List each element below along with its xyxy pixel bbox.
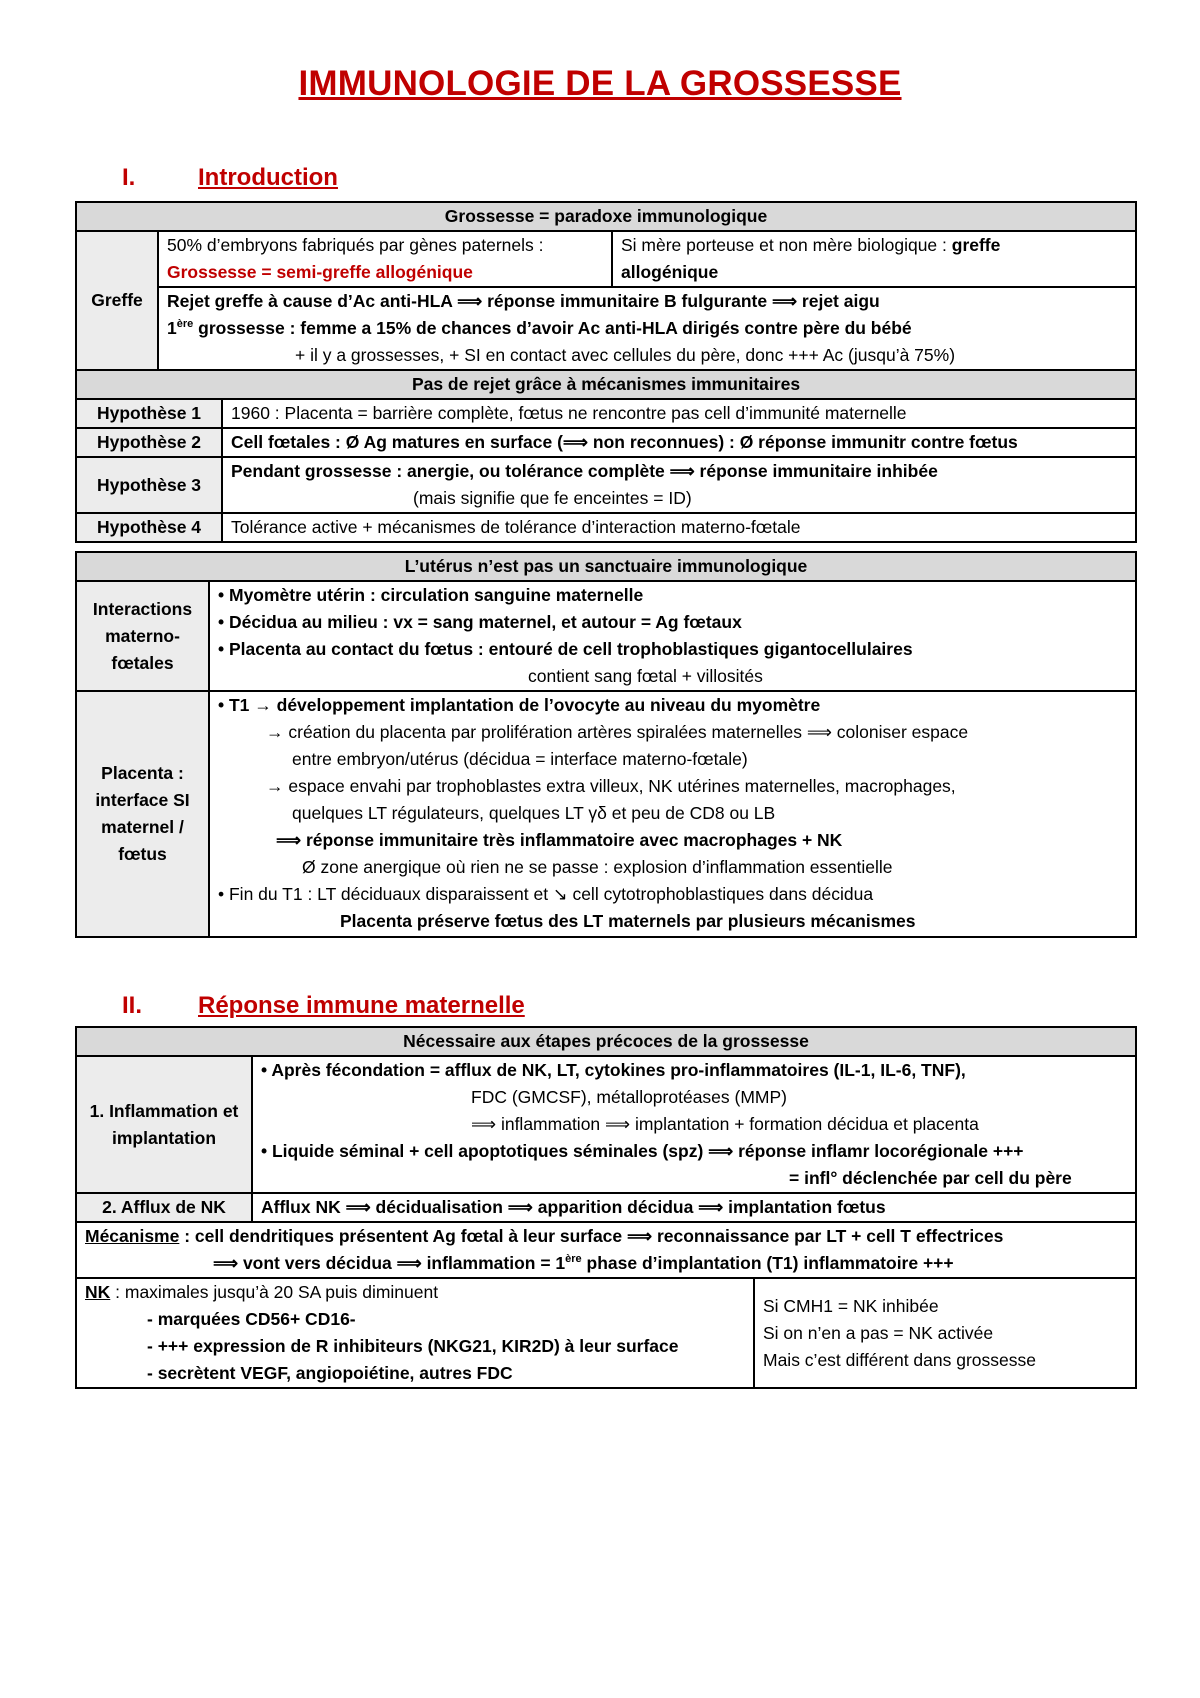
text-line: quelques LT régulateurs, quelques LT γδ et peu de CD8 ou LB [292, 803, 776, 823]
text-line: ⟹ inflammation ⟹ implantation + formation décidua et placenta [471, 1114, 979, 1134]
table-reponse-immune [75, 1026, 1137, 1389]
text-span: ⟹ vont vers décidua ⟹ inflammation = 1 [213, 1253, 566, 1273]
hypothese-3-label: Hypothèse 3 [76, 457, 222, 513]
text-line: Rejet greffe à cause d’Ac anti-HLA ⟹ réponse immunitaire B fulgurante ⟹ rejet aigu [167, 291, 880, 311]
text-line: • Après fécondation = afflux de NK, LT, cytokines pro-inflammatoires (IL-1, IL-6, TNF), [261, 1060, 966, 1080]
text-line: contient sang fœtal + villosités [528, 666, 763, 686]
hypothese-4-text: Tolérance active + mécanismes de tolérance d’interaction materno-fœtale [222, 513, 1136, 542]
document-title: IMMUNOLOGIE DE LA GROSSESSE [298, 64, 902, 103]
interactions-materno-foetales-label: Interactions materno-fœtales [76, 581, 209, 691]
mecanisme-cell [76, 1222, 1136, 1278]
hypothese-2-label: Hypothèse 2 [76, 428, 222, 457]
text-line: • Fin du T1 : LT déciduaux disparaissent et ↘ cell cytotrophoblastiques dans décidua [218, 884, 874, 904]
table-header: L’utérus n’est pas un sanctuaire immunologique [76, 552, 1136, 581]
text-line: - secrètent VEGF, angiopoiétine, autres FDC [147, 1363, 513, 1383]
table-header: Grossesse = paradoxe immunologique [76, 202, 1136, 231]
text-span: grossesse : femme a 15% de chances d’avoir Ac anti-HLA dirigés contre père du bébé [193, 318, 912, 338]
section-heading-introduction [122, 164, 338, 192]
text-line: ⟹ réponse immunitaire très inflammatoire avec macrophages + NK [276, 830, 843, 850]
text-line: • Décidua au milieu : vx = sang maternel, et autour = Ag fœtaux [218, 612, 742, 632]
text-line: Pendant grossesse : anergie, ou tolérance complète ⟹ réponse immunitaire inhibée [231, 461, 938, 481]
afflux-nk-text: Afflux NK ⟹ décidualisation ⟹ apparition décidua ⟹ implantation fœtus [252, 1193, 1136, 1222]
superscript: ère [176, 318, 194, 331]
text-span: Si mère porteuse et non mère biologique : [621, 235, 952, 255]
text-line: → création du placenta par prolifération artères spiralées maternelles ⟹ coloniser espace [266, 722, 969, 742]
text-line: Ø zone anergique où rien ne se passe : explosion d’inflammation essentielle [302, 857, 893, 877]
inflammation-implantation-label: 1. Inflammation et implantation [76, 1056, 252, 1193]
section-number: I. [122, 164, 136, 191]
text-line: allogénique [621, 262, 719, 282]
text-line: = infl° déclenchée par cell du père [789, 1168, 1072, 1188]
superscript: ère [565, 1253, 582, 1266]
text-span: phase d’implantation (T1) inflammatoire +++ [581, 1253, 954, 1273]
text-line: - marquées CD56+ CD16- [147, 1309, 356, 1329]
text-span: NK [85, 1282, 111, 1302]
text-span: greffe [951, 235, 1001, 255]
text-line: - +++ expression de R inhibiteurs (NKG21, KIR2D) à leur surface [147, 1336, 679, 1356]
text-line: → espace envahi par trophoblastes extra villeux, NK utérines maternelles, macrophages, [266, 776, 956, 796]
hypothese-2-text: Cell fœtales : Ø Ag matures en surface (⟹ non reconnues) : Ø réponse immunitr contre fœtus [222, 428, 1136, 457]
hypothese-1-text: 1960 : Placenta = barrière complète, fœtus ne rencontre pas cell d’immunité maternelle [222, 399, 1136, 428]
greffe-allogenique-cell [612, 231, 1136, 287]
text-line: Si on n’en a pas = NK activée [763, 1322, 994, 1343]
text-line: + il y a grossesses, + SI en contact avec cellules du père, donc +++ Ac (jusqu’à 75%) [295, 345, 956, 365]
hypothese-3-text [222, 457, 1136, 513]
hypothese-4-label: Hypothèse 4 [76, 513, 222, 542]
text-line: Mais c’est différent dans grossesse [763, 1349, 1037, 1370]
section-label: Introduction [198, 164, 338, 191]
placenta-interface-label: Placenta : interface SI maternel / fœtus [76, 691, 209, 937]
placenta-content [209, 691, 1136, 937]
inflammation-content [252, 1056, 1136, 1193]
text-line: 50% d’embryons fabriqués par gènes paternels : [167, 235, 544, 255]
section-label: Réponse immune maternelle [198, 992, 525, 1019]
hypothese-1-label: Hypothèse 1 [76, 399, 222, 428]
section-number: II. [122, 992, 143, 1019]
afflux-nk-label: 2. Afflux de NK [76, 1193, 252, 1222]
table-header: Pas de rejet grâce à mécanismes immunitaires [76, 370, 1136, 399]
table-header: Nécessaire aux étapes précoces de la grossesse [76, 1027, 1136, 1056]
semi-greffe-cell [158, 231, 612, 287]
text-span: 1 [167, 318, 177, 338]
text-line: FDC (GMCSF), métalloprotéases (MMP) [471, 1087, 788, 1107]
nk-description-cell [76, 1278, 754, 1388]
text-span: : maximales jusqu’à 20 SA puis diminuent [110, 1282, 439, 1302]
greffe-label: Greffe [76, 231, 158, 370]
text-span: : cell dendritiques présentent Ag fœtal à leur surface ⟹ reconnaissance par LT + cell T effectrices [179, 1226, 1004, 1246]
text-line: • Liquide séminal + cell apoptotiques séminales (spz) ⟹ réponse inflamr locorégionale +++ [261, 1141, 1024, 1161]
text-line: • T1 → développement implantation de l’ovocyte au niveau du myomètre [218, 695, 821, 715]
text-line: • Placenta au contact du fœtus : entouré de cell trophoblastiques gigantocellulaires [218, 639, 913, 659]
text-line: • Myomètre utérin : circulation sanguine maternelle [218, 585, 644, 605]
table-introduction [75, 201, 1137, 543]
text-line: Placenta préserve fœtus des LT maternels par plusieurs mécanismes [340, 911, 916, 931]
text-line: (mais signifie que fe enceintes = ID) [413, 488, 692, 508]
text-line: Grossesse = semi-greffe allogénique [167, 262, 473, 282]
text-line: Si CMH1 = NK inhibée [763, 1295, 939, 1316]
text-span: Mécanisme [85, 1226, 180, 1246]
text-line: entre embryon/utérus (décidua = interface materno-fœtale) [292, 749, 748, 769]
table-uterus [75, 551, 1137, 938]
interactions-content [209, 581, 1136, 691]
rejet-greffe-cell [158, 287, 1136, 370]
nk-cmh1-cell [754, 1278, 1136, 1388]
section-heading-reponse-immune [122, 992, 525, 1020]
